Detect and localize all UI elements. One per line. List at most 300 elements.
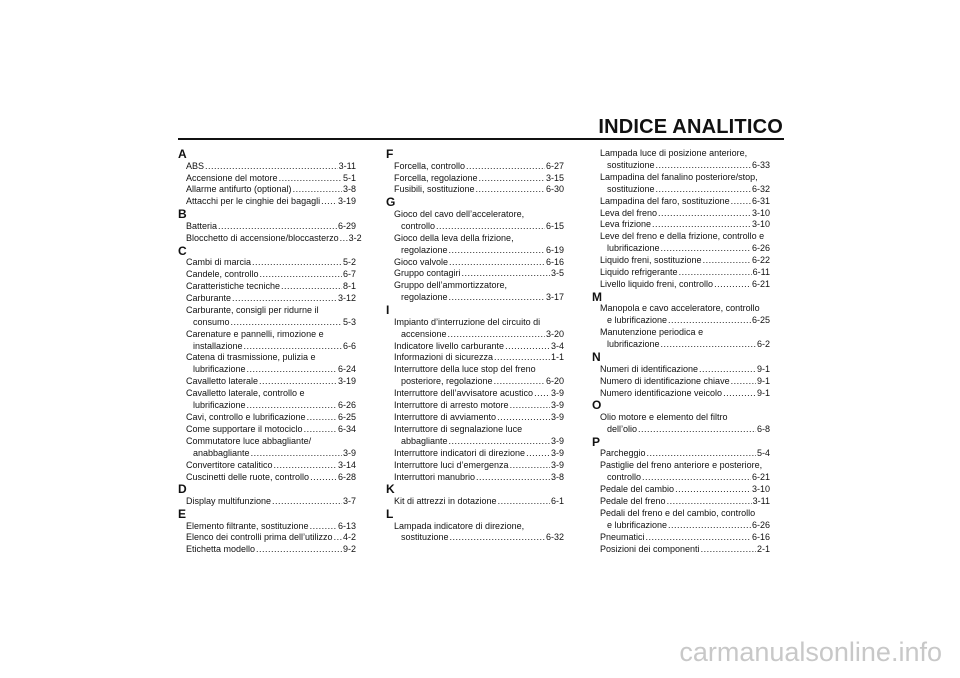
- entry-label: installazione: [193, 340, 243, 351]
- index-entry: [386, 209, 564, 233]
- entry-line: [178, 317, 356, 329]
- entry-line: [178, 448, 356, 460]
- dot-leader: [279, 173, 342, 185]
- index-entry: [386, 257, 564, 269]
- entry-label: Forcella, controllo: [394, 160, 466, 171]
- entry-line: [386, 292, 564, 304]
- entry-page-ref: 6-25: [337, 412, 356, 422]
- entry-line: [386, 376, 564, 388]
- entry-line: [592, 243, 770, 255]
- dot-leader: [675, 484, 751, 496]
- entry-line: [592, 219, 770, 231]
- index-entry: [386, 280, 564, 304]
- index-entry: [178, 269, 356, 281]
- entry-page-ref: 5-1: [342, 172, 356, 183]
- entry-page-ref: 3-2: [348, 232, 362, 243]
- entry-page-ref: 9-2: [342, 544, 356, 555]
- entry-page-ref: 3-19: [337, 376, 356, 387]
- entry-label: Informazioni di sicurezza: [394, 352, 494, 363]
- entry-label: Interruttore luci d’emergenza: [394, 459, 509, 470]
- index-entry: [592, 303, 770, 327]
- dot-leader: [310, 521, 337, 533]
- entry-line: [386, 268, 564, 280]
- dot-leader: [703, 255, 751, 267]
- entry-page-ref: 3-9: [342, 447, 356, 458]
- entry-page-ref: 6-25: [751, 315, 770, 326]
- entry-page-ref: 6-26: [751, 243, 770, 254]
- index-entry: [178, 376, 356, 388]
- entry-page-ref: 6-6: [342, 340, 356, 351]
- index-entry: [386, 317, 564, 341]
- entry-line: [592, 484, 770, 496]
- index-section-letter: F: [386, 147, 394, 161]
- entry-line: [178, 400, 356, 412]
- index-section-letter: M: [592, 289, 602, 304]
- dot-leader: [462, 268, 550, 280]
- index-entry: [592, 231, 770, 255]
- entry-page-ref: 3-10: [751, 207, 770, 218]
- dot-leader: [232, 293, 337, 305]
- entry-lead-text: Impianto d’interruzione del circuito di: [394, 316, 541, 327]
- dot-leader: [304, 424, 337, 436]
- entry-line: [386, 341, 564, 353]
- index-entry: [386, 400, 564, 412]
- index-entry: [592, 376, 770, 388]
- entry-line: [386, 173, 564, 185]
- entry-page-ref: 6-32: [751, 183, 770, 194]
- entry-line: [386, 472, 564, 484]
- index-entry: [386, 341, 564, 353]
- entry-page-ref: 3-9: [550, 412, 564, 422]
- index-entry: [386, 424, 564, 448]
- index-entry: [178, 257, 356, 269]
- entry-label: Batteria: [186, 220, 218, 231]
- index-entry: [178, 544, 356, 556]
- entry-page-ref: 3-10: [751, 219, 770, 230]
- entry-line: [178, 424, 356, 436]
- dot-leader: [231, 317, 342, 329]
- entry-label: sostituzione: [607, 159, 655, 170]
- dot-leader: [274, 460, 337, 472]
- entry-line: [386, 532, 564, 544]
- index-entry: [386, 448, 564, 460]
- entry-label: lubrificazione: [607, 339, 660, 350]
- entry-label: e lubrificazione: [607, 315, 668, 326]
- entry-label: Blocchetto di accensione/bloccasterzo: [186, 232, 339, 243]
- dot-leader: [661, 243, 751, 255]
- index-entry: [592, 327, 770, 351]
- entry-line: [592, 315, 770, 327]
- index-entry: [592, 496, 770, 508]
- entry-line: [592, 376, 770, 388]
- entry-label: Cuscinetti delle ruote, controllo: [186, 471, 310, 482]
- index-section-letter: B: [178, 207, 187, 222]
- entry-lead-text: Leve del freno e della frizione, controllo e: [600, 231, 765, 242]
- entry-line: [178, 364, 356, 376]
- index-entry: [386, 173, 564, 185]
- index-entry: [592, 148, 770, 172]
- index-entry: [592, 448, 770, 460]
- entry-line: [592, 388, 770, 400]
- index-section-letter: L: [386, 506, 394, 521]
- entry-label: regolazione: [401, 292, 448, 303]
- index-section-letter: K: [386, 482, 395, 497]
- index-section-letter: N: [592, 350, 601, 365]
- index-entry: [592, 508, 770, 532]
- entry-label: abbagliante: [401, 435, 448, 446]
- entry-line: [178, 293, 356, 305]
- entry-label: Elenco dei controlli prima dell’utilizzo: [186, 532, 333, 543]
- index-entry: [386, 388, 564, 400]
- index-entry: [592, 172, 770, 196]
- index-entry: [386, 496, 564, 508]
- dot-leader: [466, 161, 545, 173]
- entry-page-ref: 6-21: [751, 472, 770, 483]
- entry-label: Leva frizione: [600, 219, 652, 230]
- index-entry: [386, 161, 564, 173]
- index-entry: [592, 208, 770, 220]
- index-entry: [178, 293, 356, 305]
- entry-line: [178, 184, 356, 196]
- entry-line: [178, 544, 356, 556]
- dot-leader: [244, 341, 342, 353]
- index-entry: [386, 472, 564, 484]
- entry-label: Kit di attrezzi in dotazione: [394, 496, 497, 507]
- index-entry: [178, 329, 356, 353]
- entry-label: Allarme antifurto (optional): [186, 184, 292, 195]
- dot-leader: [259, 376, 337, 388]
- index-column-3: [592, 148, 770, 556]
- entry-line: [386, 388, 564, 400]
- index-section-letter: P: [592, 434, 601, 449]
- entry-page-ref: 6-15: [545, 220, 564, 231]
- entry-label: Interruttore di arresto motore: [394, 400, 509, 411]
- index-entry: [592, 364, 770, 376]
- entry-label: Numeri di identificazione: [600, 363, 699, 374]
- entry-page-ref: 6-7: [342, 269, 356, 280]
- entry-line: [178, 460, 356, 472]
- entry-label: Livello liquido freni, controllo: [600, 278, 714, 289]
- entry-label: Lampadina del faro, sostituzione: [600, 195, 730, 206]
- dot-leader: [652, 219, 751, 231]
- index-entry: [386, 412, 564, 424]
- entry-line: [178, 472, 356, 484]
- entry-lead-text: Lampada indicatore di direzione,: [394, 520, 525, 531]
- entry-page-ref: 9-1: [756, 375, 770, 386]
- entry-label: Candele, controllo: [186, 269, 259, 280]
- dot-leader: [526, 448, 550, 460]
- index-section-letter: G: [386, 195, 396, 210]
- entry-lead-text: Interruttore di segnalazione luce: [394, 423, 523, 434]
- entry-lead-text: Interruttore della luce stop del freno: [394, 364, 536, 375]
- entry-label: Gruppo contagiri: [394, 268, 461, 279]
- index-entry: [386, 352, 564, 364]
- entry-page-ref: 3-4: [550, 340, 564, 351]
- index-entry: [592, 412, 770, 436]
- index-entry: [178, 221, 356, 233]
- entry-label: Etichetta modello: [186, 544, 256, 555]
- entry-line: [592, 267, 770, 279]
- index-entry: [178, 460, 356, 472]
- entry-page-ref: 6-30: [545, 184, 564, 195]
- index-entry: [178, 281, 356, 293]
- dot-leader: [647, 448, 756, 460]
- entry-line: [592, 364, 770, 376]
- dot-leader: [479, 173, 545, 185]
- entry-lead-text: Gruppo dell’ammortizzatore,: [394, 280, 508, 291]
- entry-label: lubrificazione: [193, 400, 246, 411]
- entry-label: Liquido freni, sostituzione: [600, 255, 702, 266]
- entry-line: [386, 161, 564, 173]
- entry-line: [592, 520, 770, 532]
- entry-line: [178, 196, 356, 208]
- dot-leader: [642, 472, 751, 484]
- index-entry: [178, 521, 356, 533]
- dot-leader: [658, 208, 751, 220]
- dot-leader: [699, 364, 756, 376]
- entry-label: consumo: [193, 316, 230, 327]
- entry-label: Attacchi per le cinghie dei bagagli: [186, 196, 321, 207]
- index-entry: [592, 255, 770, 267]
- entry-page-ref: 6-20: [545, 376, 564, 387]
- entry-line: [386, 184, 564, 196]
- dot-leader: [723, 388, 756, 400]
- dot-leader: [310, 472, 337, 484]
- entry-page-ref: 5-4: [756, 448, 770, 459]
- entry-line: [386, 460, 564, 472]
- entry-page-ref: 6-16: [545, 256, 564, 267]
- entry-page-ref: 8-1: [342, 281, 356, 292]
- entry-lead-text: Carburante, consigli per ridurne il: [186, 304, 319, 315]
- entry-page-ref: 3-19: [337, 196, 356, 207]
- dot-leader: [247, 400, 337, 412]
- entry-line: [178, 521, 356, 533]
- entry-page-ref: 6-27: [545, 160, 564, 171]
- entry-page-ref: 6-32: [545, 532, 564, 543]
- dot-leader: [701, 544, 756, 556]
- entry-page-ref: 3-20: [545, 328, 564, 339]
- entry-label: Interruttore indicatori di direzione: [394, 447, 526, 458]
- entry-line: [178, 532, 356, 544]
- entry-page-ref: 6-2: [756, 339, 770, 350]
- dot-leader: [449, 436, 550, 448]
- entry-label: sostituzione: [401, 532, 449, 543]
- entry-label: Forcella, regolazione: [394, 172, 478, 183]
- entry-line: [592, 424, 770, 436]
- entry-page-ref: 3-9: [550, 400, 564, 411]
- entry-label: Interruttore dell’avvisatore acustico: [394, 388, 534, 399]
- entry-line: [386, 496, 564, 508]
- entry-page-ref: 9-1: [756, 363, 770, 374]
- entry-page-ref: 3-11: [338, 160, 356, 171]
- dot-leader: [668, 315, 751, 327]
- dot-leader: [436, 221, 545, 233]
- entry-page-ref: 6-34: [337, 423, 356, 434]
- entry-page-ref: 3-9: [550, 459, 564, 470]
- dot-leader: [256, 544, 342, 556]
- entry-line: [592, 532, 770, 544]
- dot-leader: [449, 292, 545, 304]
- entry-label: sostituzione: [607, 183, 655, 194]
- entry-page-ref: 1-1: [550, 352, 564, 363]
- entry-line: [178, 161, 356, 173]
- index-entry: [386, 184, 564, 196]
- entry-label: lubrificazione: [193, 364, 246, 375]
- entry-label: Liquido refrigerante: [600, 267, 678, 278]
- dot-leader: [494, 376, 545, 388]
- dot-leader: [510, 460, 550, 472]
- entry-lead-text: Olio motore e elemento del filtro: [600, 412, 728, 422]
- entry-label: Interruttore di avviamento: [394, 412, 497, 422]
- entry-page-ref: 6-31: [751, 195, 770, 206]
- entry-label: lubrificazione: [607, 243, 660, 254]
- entry-label: Cambi di marcia: [186, 257, 252, 268]
- entry-label: Numero di identificazione chiave: [600, 375, 730, 386]
- entry-label: Gioco valvole: [394, 256, 449, 267]
- entry-line: [386, 412, 564, 424]
- entry-page-ref: 3-7: [342, 496, 356, 507]
- dot-leader: [534, 388, 550, 400]
- index-entry: [592, 219, 770, 231]
- dot-leader: [505, 341, 550, 353]
- index-column-1: [178, 147, 362, 556]
- entry-label: controllo: [401, 220, 436, 231]
- dot-leader: [450, 532, 545, 544]
- index-entry: [592, 484, 770, 496]
- entry-page-ref: 9-1: [756, 387, 770, 398]
- index-entry: [178, 232, 362, 245]
- dot-leader: [247, 364, 337, 376]
- index-entry: [178, 496, 356, 508]
- index-section-letter: E: [178, 506, 187, 521]
- entry-label: Accensione del motore: [186, 172, 278, 183]
- dot-leader: [494, 352, 550, 364]
- dot-leader: [510, 400, 550, 412]
- index-entry: [592, 196, 770, 208]
- index-entry: [592, 544, 770, 556]
- index-entry: [178, 532, 356, 544]
- entry-page-ref: 3-8: [550, 471, 564, 482]
- entry-page-ref: 6-16: [751, 531, 770, 542]
- entry-page-ref: 2-1: [756, 543, 770, 554]
- entry-line: [178, 269, 356, 281]
- entry-label: Carburante: [186, 292, 232, 303]
- index-entry: [178, 388, 356, 412]
- watermark-text: carmanualsonline.info: [679, 637, 942, 667]
- entry-lead-text: Lampadina del fanalino posteriore/stop,: [600, 171, 758, 182]
- dot-leader: [293, 184, 342, 196]
- index-column-2: [386, 148, 564, 544]
- entry-label: accensione: [401, 328, 447, 339]
- entry-label: Fusibili, sostituzione: [394, 184, 475, 195]
- dot-leader: [668, 520, 751, 532]
- entry-lead-text: Manutenzione periodica e: [600, 327, 704, 338]
- entry-label: e lubrificazione: [607, 519, 668, 530]
- entry-line: [592, 496, 770, 508]
- entry-page-ref: 6-26: [751, 519, 770, 530]
- entry-line: [592, 544, 770, 556]
- entry-line: [178, 232, 362, 245]
- entry-label: Leva del freno: [600, 207, 658, 218]
- entry-line: [178, 257, 356, 269]
- index-entry: [178, 173, 356, 185]
- index-entry: [386, 521, 564, 545]
- entry-label: Numero identificazione veicolo: [600, 387, 723, 398]
- entry-line: [386, 329, 564, 341]
- dot-leader: [449, 257, 545, 269]
- dot-leader: [661, 339, 756, 351]
- index-section-letter: C: [178, 243, 187, 258]
- index-section-letter: D: [178, 482, 187, 497]
- dot-leader: [714, 279, 751, 291]
- entry-label: dell’olio: [607, 423, 638, 434]
- index-entry: [178, 472, 356, 484]
- index-entry: [178, 436, 356, 460]
- entry-page-ref: 3-9: [550, 388, 564, 399]
- entry-line: [592, 279, 770, 291]
- entry-line: [386, 221, 564, 233]
- dot-leader: [272, 496, 342, 508]
- dot-leader: [340, 233, 348, 245]
- entry-lead-text: Carenature e pannelli, rimozione e: [186, 328, 324, 339]
- entry-label: ABS: [186, 160, 205, 171]
- index-entry: [592, 388, 770, 400]
- entry-page-ref: 6-33: [751, 159, 770, 170]
- entry-page-ref: 6-24: [337, 364, 356, 375]
- dot-leader: [731, 376, 756, 388]
- entry-page-ref: 3-8: [342, 184, 356, 195]
- dot-leader: [307, 412, 337, 424]
- entry-label: Pedale del cambio: [600, 484, 675, 495]
- index-entry: [592, 460, 770, 484]
- entry-line: [386, 400, 564, 412]
- entry-lead-text: Pedali del freno e del cambio, controllo: [600, 507, 756, 518]
- entry-label: Elemento filtrante, sostituzione: [186, 520, 309, 531]
- dot-leader: [667, 496, 752, 508]
- entry-line: [178, 341, 356, 353]
- entry-line: [592, 448, 770, 460]
- entry-line: [386, 257, 564, 269]
- entry-label: Interruttori manubrio: [394, 471, 476, 482]
- dot-leader: [679, 267, 752, 279]
- entry-line: [386, 436, 564, 448]
- entry-line: [178, 376, 356, 388]
- dot-leader: [646, 532, 751, 544]
- entry-page-ref: 5-2: [342, 257, 356, 268]
- dot-leader: [449, 245, 545, 257]
- entry-lead-text: Pastiglie del freno anteriore e posteriore,: [600, 460, 763, 471]
- index-entry: [178, 424, 356, 436]
- entry-lead-text: Cavalletto laterale, controllo e: [186, 388, 305, 399]
- entry-label: Pneumatici: [600, 531, 645, 542]
- entry-page-ref: 3-9: [550, 435, 564, 446]
- entry-page-ref: 3-14: [337, 459, 356, 470]
- entry-label: Display multifunzione: [186, 496, 272, 507]
- entry-line: [592, 339, 770, 351]
- entry-label: Caratteristiche tecniche: [186, 281, 281, 292]
- entry-label: controllo: [607, 472, 642, 483]
- index-section-letter: O: [592, 398, 602, 413]
- entry-lead-text: Lampada luce di posizione anteriore,: [600, 148, 748, 158]
- dot-leader: [321, 196, 337, 208]
- index-entry: [178, 305, 356, 329]
- entry-page-ref: 6-19: [545, 244, 564, 255]
- entry-line: [178, 496, 356, 508]
- entry-label: Convertitore catalitico: [186, 459, 273, 470]
- entry-page-ref: 6-28: [337, 471, 356, 482]
- entry-page-ref: 4-2: [342, 532, 356, 543]
- dot-leader: [731, 196, 751, 208]
